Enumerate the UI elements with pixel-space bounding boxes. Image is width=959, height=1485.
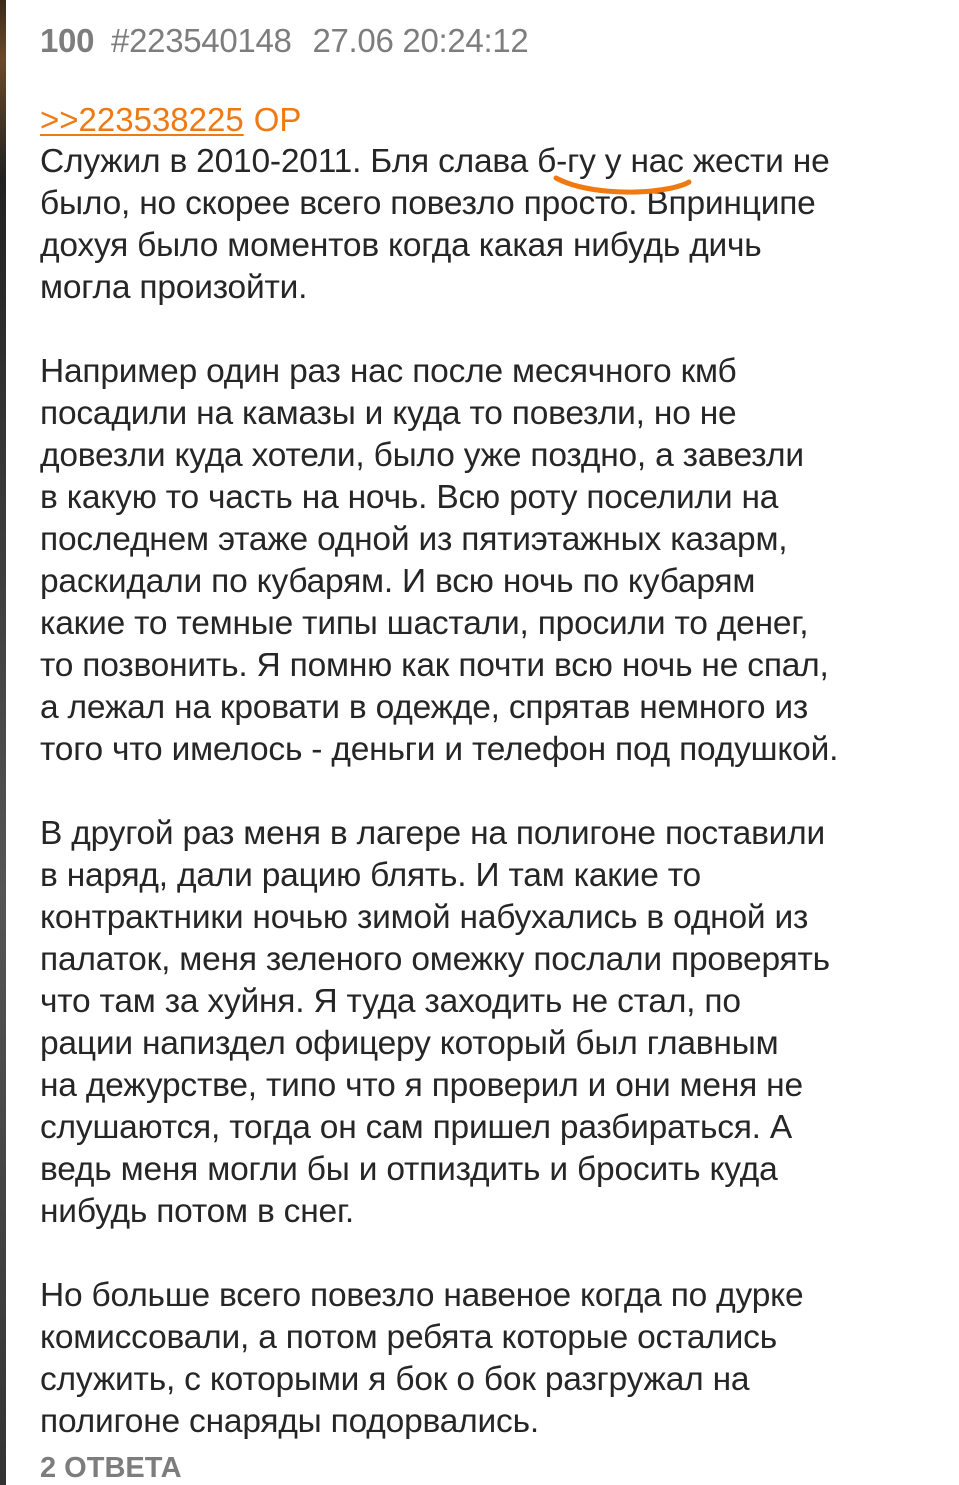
post-text-line: было, но скорее всего повезло просто. Впринципе [40, 185, 816, 222]
post-text-line: раскидали по кубарям. И всю ночь по кубарям [40, 563, 756, 600]
post-id[interactable]: #223540148 [111, 22, 292, 59]
post-text-line: контрактники ночью зимой набухались в одной из [40, 899, 809, 936]
post-text-line: Но больше всего повезло навеное когда по дурке [40, 1277, 804, 1314]
reply-link[interactable]: >>223538225 [40, 101, 244, 138]
post-text-line: могла произойти. [40, 269, 308, 306]
post-text-line: что там за хуйня. Я туда заходить не стал, по [40, 983, 741, 1020]
post-text-line: какие то темные типы шастали, просили то денег, [40, 605, 809, 642]
post-text-line: В другой раз меня в лагере на полигоне поставили [40, 815, 826, 852]
post-text-line: слушаются, тогда он сам пришел разбираться. А [40, 1109, 793, 1146]
post-text-line: палаток, меня зеленого омежку послали проверять [40, 941, 830, 978]
post-text-line: на дежурстве, типо что я проверил и они меня не [40, 1067, 803, 1104]
post-text-line: посадили на камазы и куда то повезли, но не [40, 395, 737, 432]
reply-line [40, 101, 301, 139]
post-paragraph [40, 141, 940, 309]
post-number[interactable]: 100 [40, 22, 95, 59]
post-text-line: в наряд, дали рацию блять. И там какие то [40, 857, 701, 894]
post-text-line: ведь меня могли бы и отпиздить и бросить куда [40, 1151, 778, 1188]
post-text-line: последнем этаже одной из пятиэтажных казарм, [40, 521, 788, 558]
post-timestamp: 27.06 20:24:12 [312, 22, 529, 59]
post-text-line: нибудь потом в снег. [40, 1193, 355, 1230]
post-paragraph [40, 351, 940, 771]
post-text-line: дохуя было моментов когда какая нибудь дичь [40, 227, 762, 264]
post-text-line: служить, с которыми я бок о бок разгружал на [40, 1361, 750, 1398]
replies-count-link[interactable]: 2 ОТВЕТА [40, 1452, 182, 1484]
op-label: OP [253, 101, 302, 138]
post-paragraph [40, 813, 940, 1233]
post-text-line: то позвонить. Я помню как почти всю ночь не спал, [40, 647, 829, 684]
post-paragraph [40, 1275, 940, 1443]
post-text-line: довезли куда хотели, было уже поздно, а завезли [40, 437, 804, 474]
post-text-line: Служил в 2010-2011. Бля слава б-гу у нас жести не [40, 143, 830, 180]
post-text-line: рации напиздел офицеру который был главным [40, 1025, 779, 1062]
post-header [40, 22, 528, 60]
post-text-line: в какую то часть на ночь. Всю роту поселили на [40, 479, 779, 516]
post-text-line: Например один раз нас после месячного кмб [40, 353, 737, 390]
handwritten-underline-scribble [552, 166, 692, 196]
post-text-line: того что имелось - деньги и телефон под подушкой. [40, 731, 839, 768]
post-text-line: полигоне снаряды подорвались. [40, 1403, 539, 1440]
post-body [40, 141, 940, 1485]
post-text-line: а лежал на кровати в одежде, спрятав немного из [40, 689, 809, 726]
post-text-line: комиссовали, а потом ребята которые остались [40, 1319, 777, 1356]
